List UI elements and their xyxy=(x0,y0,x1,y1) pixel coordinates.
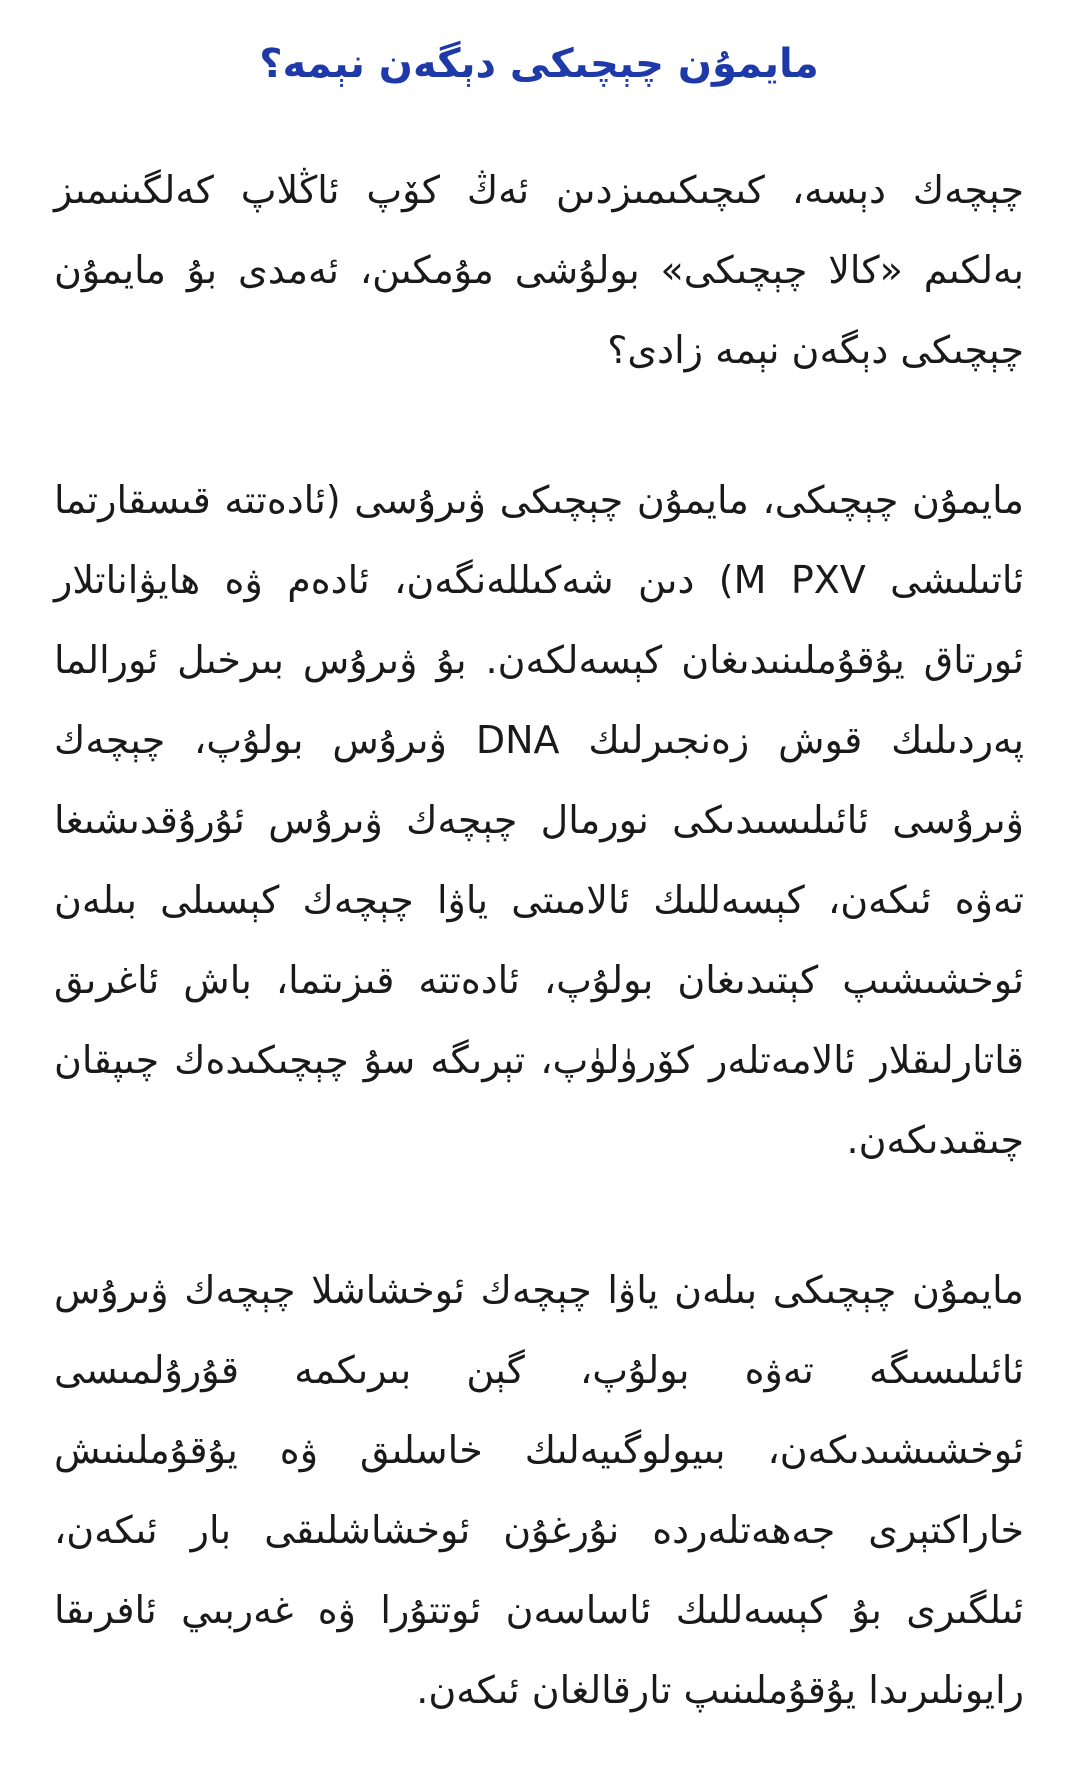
article-title: مايمۇن چېچىكى دېگەن نېمە؟ xyxy=(259,41,819,87)
paragraph-intro: چېچەك دېسە، كىچىكىمىزدىن ئەڭ كۆپ ئاڭلاپ كەلگىنىمىز بەلكىم «كالا چېچىكى» بولۇشى مۇمكىن، ئەمدى بۇ مايمۇن چېچىكى دېگەن نېمە زادى؟ xyxy=(54,168,1024,372)
paragraph-comparison: مايمۇن چېچىكى بىلەن ياۋا چېچەك ئوخشاشلا چېچەك ۋىرۇس ئائىلىسىگە تەۋە بولۇپ، گېن بىرىكمە قۇرۇلمىسى ئوخشىشىدىكەن، بىيولوگىيەلىك خاسلىق ۋە يۇقۇملىنىش خاراكتېرى جەھەتلەردە نۇرغۇن ئوخشاشلىقى بار ئىكەن، ئىلگىرى بۇ كېسەللىك ئاساسەن ئوتتۇرا ۋە غەربىي ئافرىقا رايونلىرىدا يۇقۇملىنىپ تارقالغان ئىكەن. xyxy=(54,1268,1024,1712)
paragraph-definition: مايمۇن چېچىكى، مايمۇن چېچىكى ۋىرۇسى (ئادەتتە قىسقارتما ئاتىلىشى M PXV) دىن شەكىللەنگەن، ئادەم ۋە ھايۋاناتلار ئورتاق يۇقۇملىنىدىغان كېسەلكەن. بۇ ۋىرۇس بىرخىل ئورالما پەردىلىك قوش زەنجىرلىك DNA ۋىرۇس بولۇپ، چېچەك ۋىرۇسى ئائىلىسىدىكى نورمال چېچەك ۋىرۇس ئۇرۇقدىشىغا تەۋە ئىكەن، كېسەللىك ئالامىتى ياۋا چېچەك كېسىلى بىلەن ئوخشىشىپ كېتىدىغان بولۇپ، ئادەتتە قىزىتما، باش ئاغرىق قاتارلىقلار ئالامەتلەر كۆرۈلۈپ، تېرىگە سۇ چېچىكىدەك چىپقان چىقىدىكەن. xyxy=(54,478,1024,1162)
